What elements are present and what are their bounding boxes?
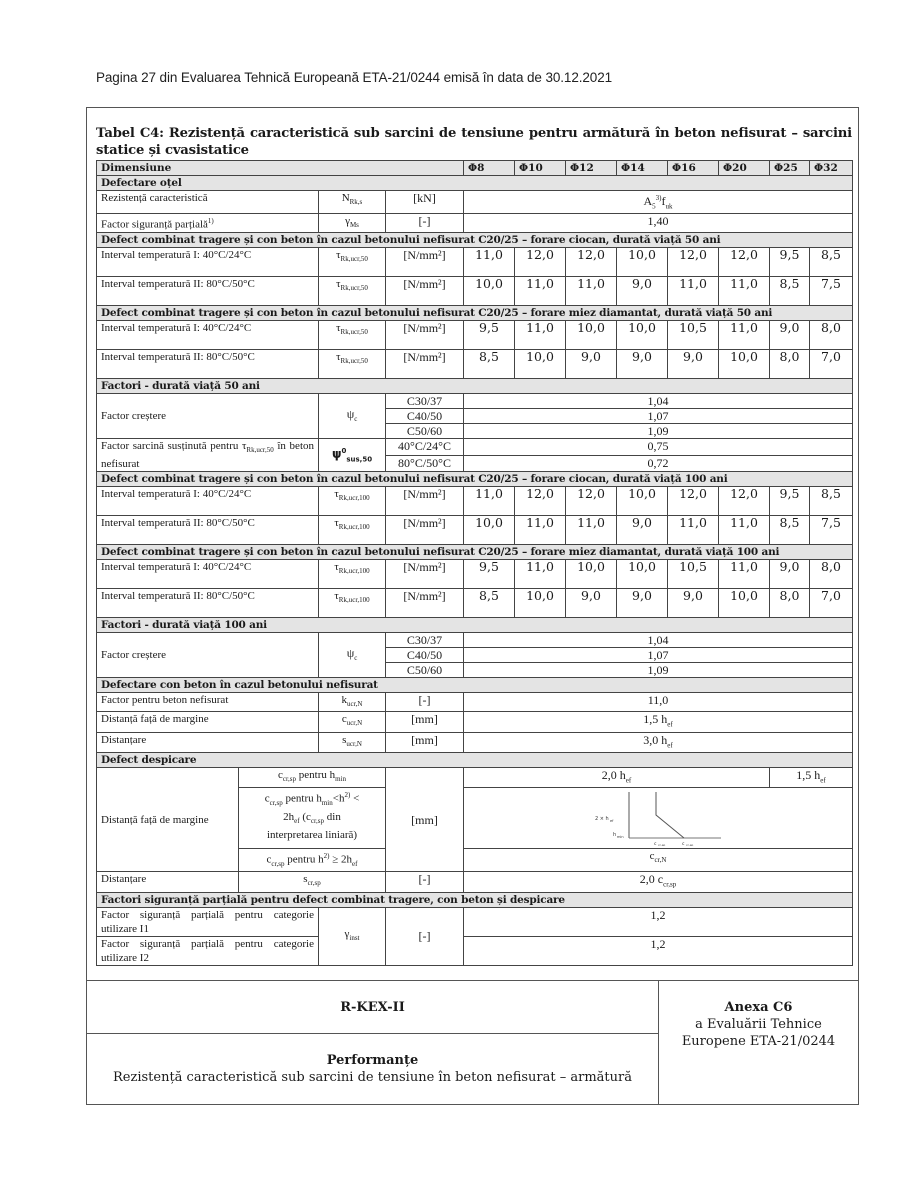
table-row — [97, 732, 853, 752]
cell-value: 8,5 — [810, 248, 853, 277]
cell-value: 8,0 — [810, 321, 853, 350]
section-concrete-cone: Defectare con beton în cazul betonului nefisurat — [97, 678, 853, 693]
edge-distance-label: Distanță față de margine — [97, 767, 239, 871]
row-value: 1,2 — [464, 936, 853, 965]
svg-text:h: h — [613, 832, 617, 839]
cell-value: 11,0 — [566, 277, 617, 306]
cell-value: 12,0 — [515, 487, 566, 516]
row-symbol: $\gamma_{inst}$ — [319, 907, 386, 965]
table-row — [97, 712, 853, 732]
row-value: 1,04 — [464, 394, 853, 409]
cell-value: 8,5 — [464, 350, 515, 379]
row-label: Interval temperatură I: 40°C/24°C — [97, 560, 319, 589]
row-unit: [kN] — [386, 191, 464, 214]
concrete-class: C50/60 — [386, 424, 464, 439]
row-value: 1,5 $h_{ef}$ — [464, 712, 853, 732]
cell-value: 12,0 — [566, 487, 617, 516]
growth-factor-label: Factor creștere — [97, 394, 319, 439]
growth-factor-symbol: $\psi_c$ — [319, 633, 386, 678]
svg-text:2 × h: 2 × h — [595, 816, 609, 823]
concrete-class: C30/37 — [386, 633, 464, 648]
concrete-class: C50/60 — [386, 663, 464, 678]
growth-factor-label: Factor creștere — [97, 633, 319, 678]
table-row — [97, 516, 853, 545]
header-diameter: Φ25 — [770, 161, 810, 176]
cell-value: 10,5 — [668, 321, 719, 350]
cell-value: 12,0 — [515, 248, 566, 277]
row-unit: [N/mm²] — [386, 487, 464, 516]
row-label: Distanțare — [97, 872, 239, 892]
row-unit: [N/mm²] — [386, 277, 464, 306]
splitting-condition: $c_{cr,sp}$ pentru $h_{min}<h^{2)}$ < $2h_{ef}$ ($c_{cr,sp}$ din interpretarea liniară) — [239, 788, 386, 849]
row-symbol: $\gamma_{Ms}$ — [319, 214, 386, 233]
row-symbol: $N_{Rk,s}$ — [319, 191, 386, 214]
table-row — [97, 633, 853, 648]
row-unit: [-] — [386, 693, 464, 712]
cell-value: 8,5 — [770, 516, 810, 545]
table-row — [97, 936, 853, 965]
section-factors-100: Factori - durată viață 100 ani — [97, 618, 853, 633]
table-row — [97, 394, 853, 409]
row-value: $c_{cr,N}$ — [464, 849, 853, 872]
cell-value: 11,0 — [719, 516, 770, 545]
section-safety-factors: Factori siguranță parțială pentru defect combinat tragere, con beton și despicare — [97, 892, 853, 907]
row-symbol: $k_{ucr,N}$ — [319, 693, 386, 712]
cell-value: 12,0 — [668, 487, 719, 516]
table-row — [97, 767, 853, 787]
table-title: Tabel C4: Rezistență caracteristică sub sarcini de tensiune pentru armătură în beton nefisurat – sarcini statice și cvasistatice — [96, 126, 852, 158]
header-dimension: Dimensiune — [97, 161, 464, 176]
row-symbol: $\tau_{Rk,ucr,50}$ — [319, 350, 386, 379]
row-unit: [N/mm²] — [386, 589, 464, 618]
row-symbol: $\tau_{Rk,ucr,100}$ — [319, 487, 386, 516]
cell-value: 11,0 — [719, 560, 770, 589]
cell-value: 9,5 — [770, 487, 810, 516]
edge-distance-interpolation-diagram — [593, 790, 723, 846]
cell-value: 10,0 — [617, 487, 668, 516]
cell-value: 9,0 — [617, 516, 668, 545]
row-unit: [mm] — [386, 767, 464, 871]
row-label: Factor siguranță parțială$^{1)}$ — [97, 214, 319, 233]
row-symbol: $\tau_{Rk,ucr,100}$ — [319, 560, 386, 589]
row-unit: [N/mm²] — [386, 321, 464, 350]
row-unit: [-] — [386, 872, 464, 892]
cell-value: 10,0 — [566, 321, 617, 350]
table-row — [97, 439, 853, 456]
row-label: Factor siguranță parțială pentru categorie utilizare I1 — [97, 907, 319, 936]
cell-value: 10,0 — [617, 248, 668, 277]
cell-value: 10,0 — [719, 350, 770, 379]
row-label: Factor pentru beton nefisurat — [97, 693, 319, 712]
cell-value: 8,0 — [770, 589, 810, 618]
row-symbol: $c_{ucr,N}$ — [319, 712, 386, 732]
cell-value: 10,0 — [566, 560, 617, 589]
row-label: Interval temperatură II: 80°C/50°C — [97, 516, 319, 545]
cell-value: 11,0 — [566, 516, 617, 545]
row-label: Interval temperatură II: 80°C/50°C — [97, 589, 319, 618]
table-row — [97, 487, 853, 516]
table-row — [97, 589, 853, 618]
table-row — [97, 191, 853, 214]
section-hammer-100: Defect combinat tragere și con beton în cazul betonului nefisurat C20/25 – forare ciocan, durată viață 100 ani — [97, 472, 853, 487]
row-label: Interval temperatură I: 40°C/24°C — [97, 248, 319, 277]
header-diameter: Φ8 — [464, 161, 515, 176]
cell-value: 9,0 — [617, 350, 668, 379]
svg-text:ef: ef — [610, 819, 614, 824]
cell-value: 9,0 — [617, 277, 668, 306]
cell-value: 12,0 — [719, 248, 770, 277]
svg-text:c: c — [654, 842, 657, 847]
cell-value: 7,5 — [810, 516, 853, 545]
sustained-load-symbol: $\psi^0_{sus,50}$ — [319, 439, 386, 472]
row-label: Interval temperatură I: 40°C/24°C — [97, 321, 319, 350]
cell-value: 9,0 — [770, 560, 810, 589]
footer-annex-line: Europene ETA-21/0244 — [681, 1034, 836, 1049]
row-value: 3,0 $h_{ef}$ — [464, 732, 853, 752]
section-diamond-100: Defect combinat tragere și con beton în cazul betonului nefisurat C20/25 – forare miez diamantat, durată viață 100 ani — [97, 545, 853, 560]
temperature-range: 40°C/24°C — [386, 439, 464, 456]
row-value: 1,07 — [464, 409, 853, 424]
row-unit: [N/mm²] — [386, 248, 464, 277]
cell-value: 8,0 — [810, 560, 853, 589]
header-diameter: Φ10 — [515, 161, 566, 176]
cell-value: 7,0 — [810, 350, 853, 379]
cell-value: 9,5 — [464, 560, 515, 589]
cell-value: 11,0 — [719, 277, 770, 306]
cell-value: 10,0 — [464, 277, 515, 306]
cell-value: 10,0 — [515, 589, 566, 618]
table-row — [97, 214, 853, 233]
cell-value: 9,0 — [668, 350, 719, 379]
row-value: 1,07 — [464, 648, 853, 663]
row-value: 1,04 — [464, 633, 853, 648]
cell-value: 11,0 — [515, 321, 566, 350]
section-hammer-50: Defect combinat tragere și con beton în cazul betonului nefisurat C20/25 – forare ciocan, durată viață 50 ani — [97, 233, 853, 248]
cell-value: 12,0 — [668, 248, 719, 277]
row-symbol: $\tau_{Rk,ucr,50}$ — [319, 277, 386, 306]
row-unit: [N/mm²] — [386, 516, 464, 545]
cell-value: 9,0 — [617, 589, 668, 618]
header-diameter: Φ14 — [617, 161, 668, 176]
cell-value: 10,0 — [464, 516, 515, 545]
row-label: Interval temperatură I: 40°C/24°C — [97, 487, 319, 516]
cell-value: 11,0 — [719, 321, 770, 350]
cell-value: 11,0 — [464, 248, 515, 277]
splitting-condition: $c_{cr,sp}$ pentru $h_{min}$ — [239, 767, 386, 787]
document-footer — [86, 980, 859, 1105]
table-row — [97, 907, 853, 936]
section-diamond-50: Defect combinat tragere și con beton în cazul betonului nefisurat C20/25 – forare miez diamantat, durată viață 50 ani — [97, 306, 853, 321]
cell-value: 7,0 — [810, 589, 853, 618]
header-diameter: Φ32 — [810, 161, 853, 176]
row-unit: [-] — [386, 214, 464, 233]
cell-value: 8,5 — [810, 487, 853, 516]
splitting-condition: $c_{cr,sp}$ pentru $h^{2)} \ge 2h_{ef}$ — [239, 849, 386, 872]
row-label: Interval temperatură II: 80°C/50°C — [97, 277, 319, 306]
header-diameter: Φ20 — [719, 161, 770, 176]
header-diameter: Φ16 — [668, 161, 719, 176]
footer-section — [87, 1034, 659, 1104]
row-value: 1,2 — [464, 907, 853, 936]
row-value: $A_5^{3)}f_{uk}$ — [464, 191, 853, 214]
row-label: Rezistență caracteristică — [97, 191, 319, 214]
table-row — [97, 693, 853, 712]
cell-value: 11,0 — [668, 277, 719, 306]
row-label: Distanțare — [97, 732, 319, 752]
cell-value: 9,0 — [566, 350, 617, 379]
page-header: Pagina 27 din Evaluarea Tehnică Europeană ETA-21/0244 emisă în data de 30.12.2021 — [96, 70, 613, 85]
footer-section-title: Performanțe — [326, 1053, 419, 1068]
row-value: 2,0 $c_{cr,sp}$ — [464, 872, 853, 892]
row-symbol: $\tau_{Rk,ucr,100}$ — [319, 589, 386, 618]
cell-value: 9,5 — [464, 321, 515, 350]
cell-value: 10,0 — [617, 560, 668, 589]
row-unit: [mm] — [386, 732, 464, 752]
cell-value: 7,5 — [810, 277, 853, 306]
table-row — [97, 350, 853, 379]
cell-value: 9,0 — [668, 589, 719, 618]
table-row — [97, 321, 853, 350]
row-value: 0,72 — [464, 455, 853, 472]
sustained-load-label: Factor sarcină susținută pentru $\tau_{Rk,ucr,50}$ în beton nefisurat — [97, 439, 319, 472]
row-symbol: $\tau_{Rk,ucr,50}$ — [319, 248, 386, 277]
splitting-diagram-cell — [464, 788, 853, 849]
cell-value: 8,5 — [464, 589, 515, 618]
cell-value: 10,0 — [617, 321, 668, 350]
temperature-range: 80°C/50°C — [386, 455, 464, 472]
row-label: Distanță față de margine — [97, 712, 319, 732]
cell-value: 8,5 — [770, 277, 810, 306]
row-value: 1,5 $h_{ef}$ — [770, 767, 853, 787]
row-value: 1,09 — [464, 424, 853, 439]
footer-annex-line: a Evaluării Tehnice — [695, 1017, 822, 1032]
svg-text:min: min — [617, 835, 624, 840]
section-splitting: Defect despicare — [97, 752, 853, 767]
svg-text:cr,sp: cr,sp — [686, 843, 694, 847]
header-diameter: Φ12 — [566, 161, 617, 176]
cell-value: 10,0 — [515, 350, 566, 379]
row-symbol: $\tau_{Rk,ucr,50}$ — [319, 321, 386, 350]
cell-value: 11,0 — [668, 516, 719, 545]
row-value: 1,40 — [464, 214, 853, 233]
row-label: Factor siguranță parțială pentru categorie utilizare I2 — [97, 936, 319, 965]
cell-value: 11,0 — [464, 487, 515, 516]
section-steel-failure: Defectare oțel — [97, 176, 853, 191]
row-value: 1,09 — [464, 663, 853, 678]
row-unit: [-] — [386, 907, 464, 965]
row-value: 0,75 — [464, 439, 853, 456]
table-row — [97, 248, 853, 277]
cell-value: 12,0 — [566, 248, 617, 277]
resistance-table — [96, 160, 853, 966]
cell-value: 11,0 — [515, 560, 566, 589]
row-symbol: $\tau_{Rk,ucr,100}$ — [319, 516, 386, 545]
concrete-class: C40/50 — [386, 409, 464, 424]
cell-value: 9,0 — [566, 589, 617, 618]
cell-value: 11,0 — [515, 277, 566, 306]
row-unit: [N/mm²] — [386, 350, 464, 379]
row-unit: [mm] — [386, 712, 464, 732]
section-factors-50: Factori - durată viață 50 ani — [97, 379, 853, 394]
cell-value: 10,0 — [719, 589, 770, 618]
row-value: 2,0 $h_{ef}$ — [464, 767, 770, 787]
footer-product-name: R-KEX-II — [87, 981, 659, 1034]
row-symbol: $s_{ucr,N}$ — [319, 732, 386, 752]
growth-factor-symbol: $\psi_c$ — [319, 394, 386, 439]
cell-value: 11,0 — [515, 516, 566, 545]
svg-text:cr,sp: cr,sp — [658, 843, 666, 847]
row-symbol: $s_{cr,sp}$ — [239, 872, 386, 892]
cell-value: 10,5 — [668, 560, 719, 589]
cell-value: 9,5 — [770, 248, 810, 277]
table-row — [97, 872, 853, 892]
cell-value: 8,0 — [770, 350, 810, 379]
concrete-class: C30/37 — [386, 394, 464, 409]
header-row — [97, 161, 853, 176]
table-row — [97, 560, 853, 589]
svg-text:c: c — [682, 842, 685, 847]
row-unit: [N/mm²] — [386, 560, 464, 589]
concrete-class: C40/50 — [386, 648, 464, 663]
table-row — [97, 277, 853, 306]
footer-annex — [659, 981, 858, 1104]
row-label: Interval temperatură II: 80°C/50°C — [97, 350, 319, 379]
cell-value: 12,0 — [719, 487, 770, 516]
footer-annex-title: Anexa C6 — [724, 1000, 793, 1015]
footer-section-subtitle: Rezistență caracteristică sub sarcini de tensiune în beton nefisurat – armătură — [113, 1070, 632, 1085]
row-value: 11,0 — [464, 693, 853, 712]
cell-value: 9,0 — [770, 321, 810, 350]
